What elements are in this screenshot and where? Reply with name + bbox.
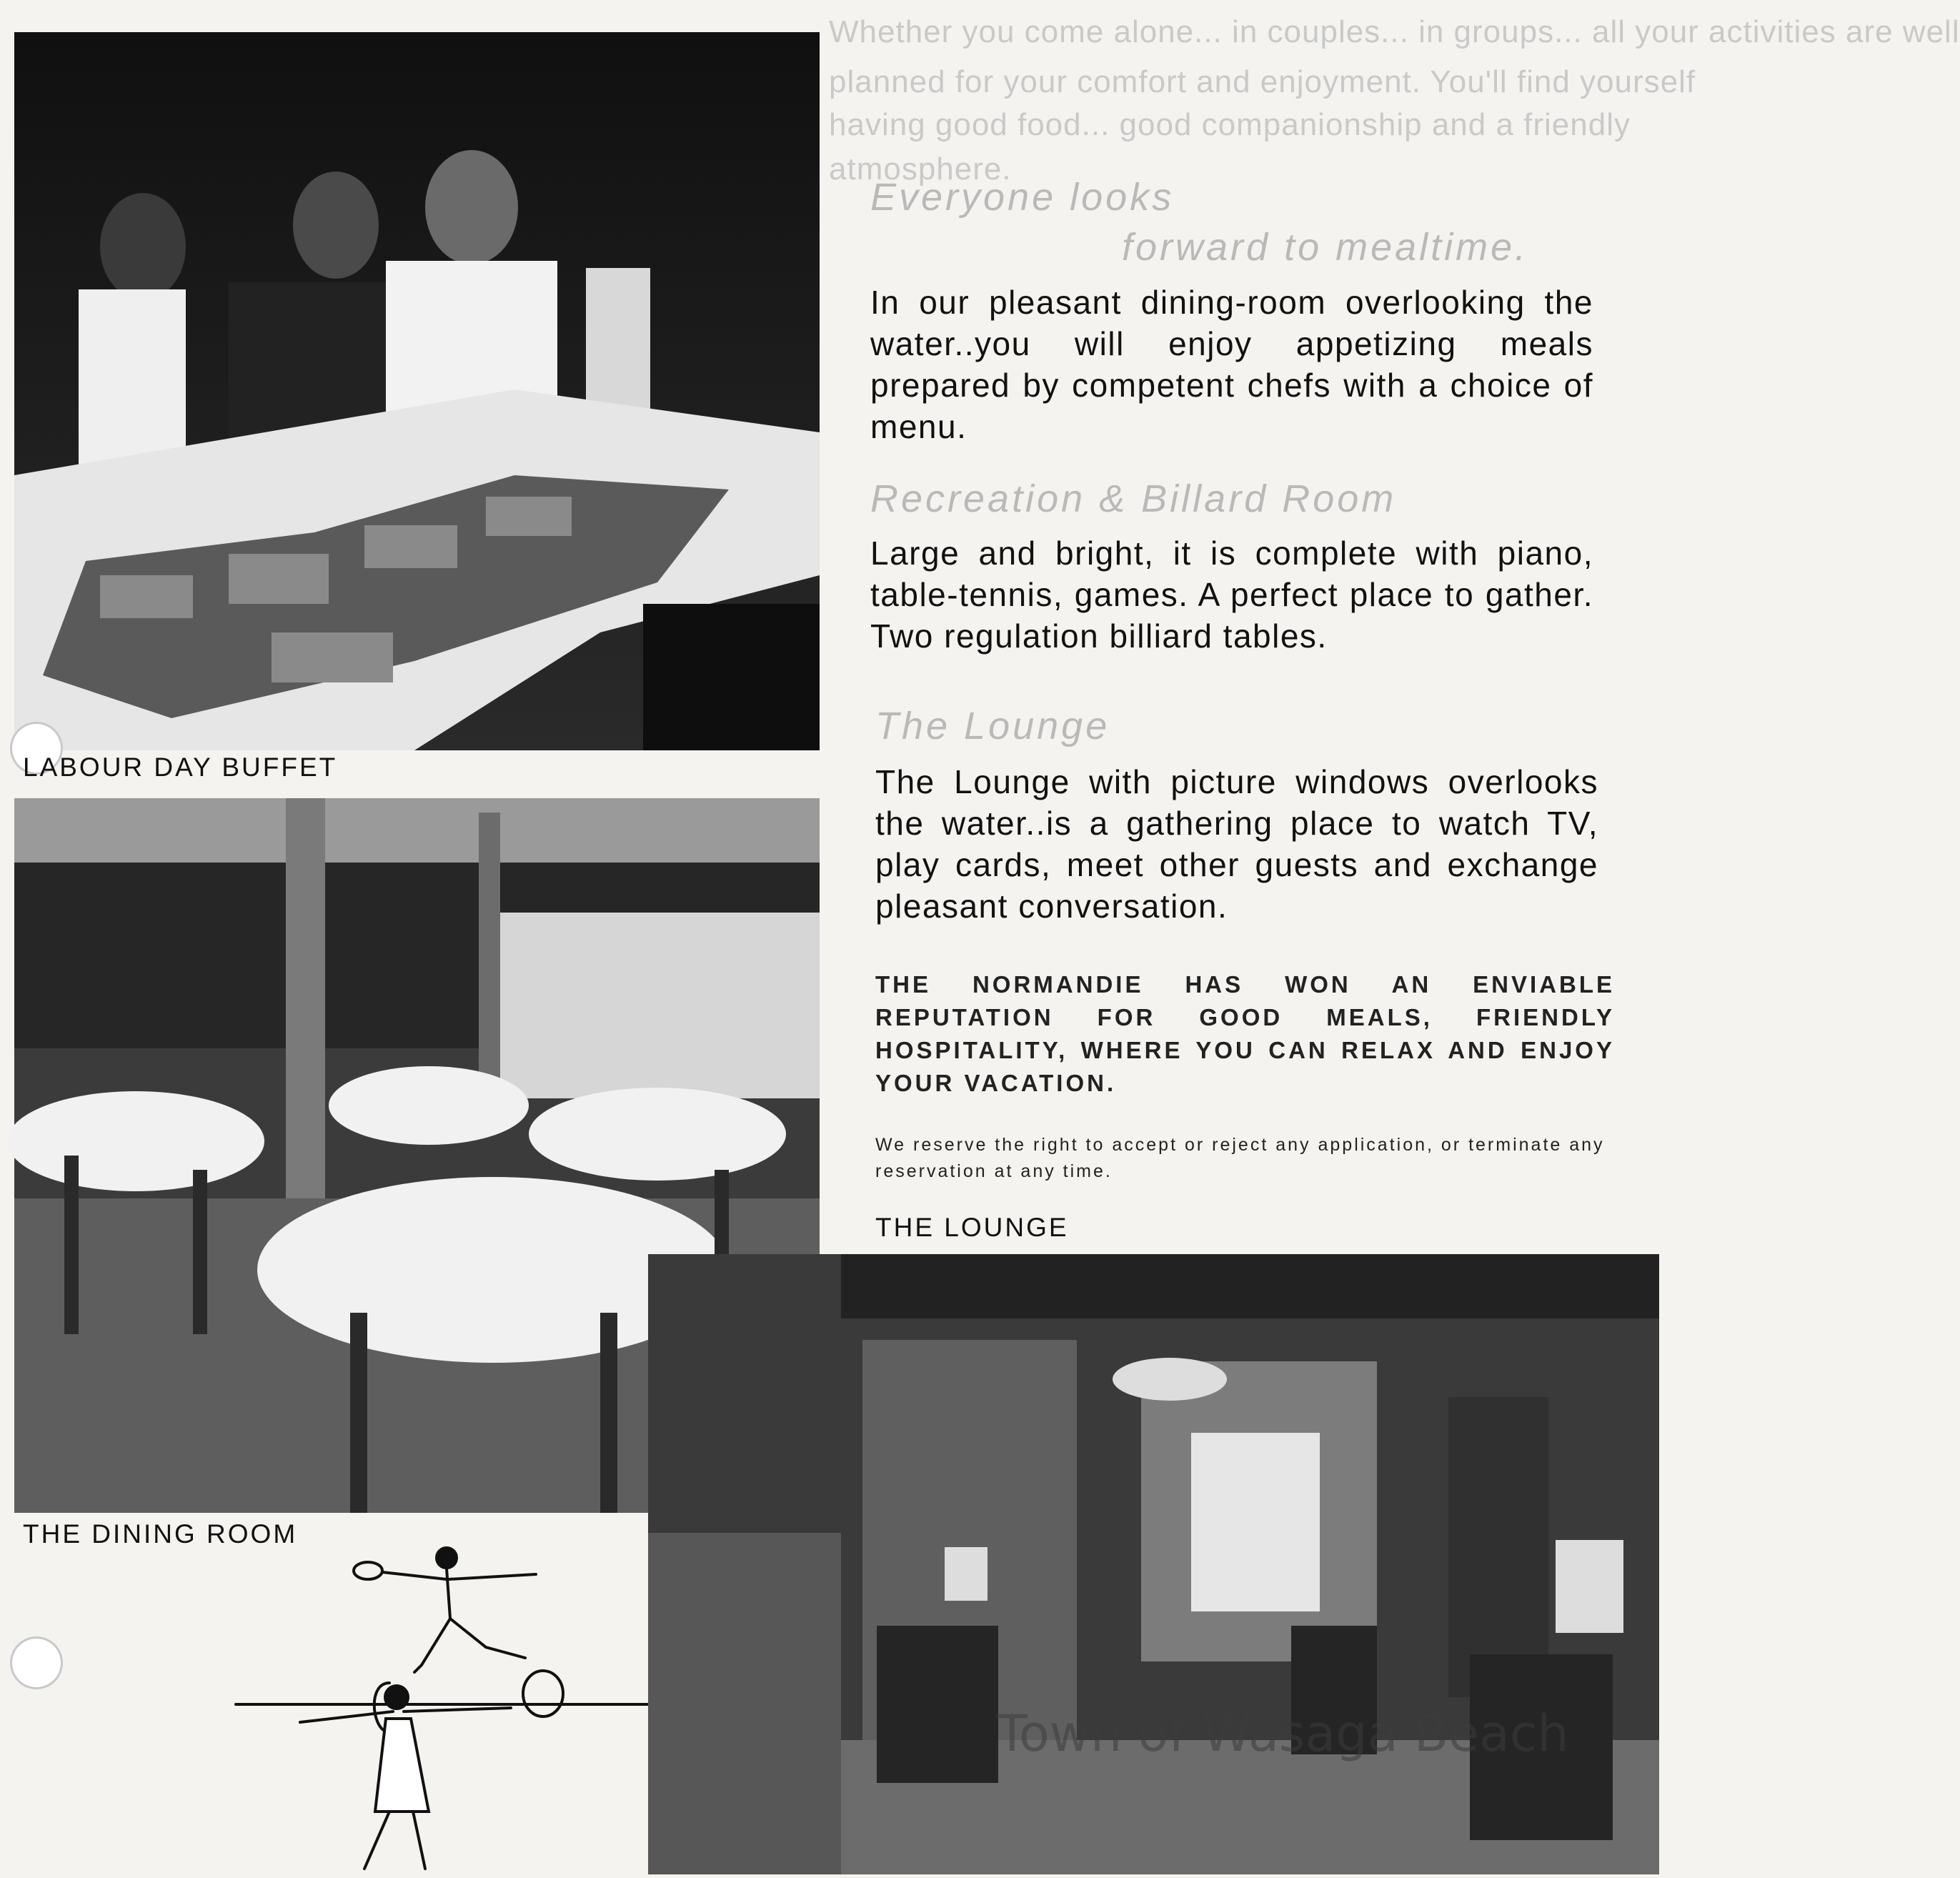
tennis-players-illustration (236, 1540, 665, 1874)
recreation-heading: Recreation & Billard Room (870, 477, 1397, 520)
lounge-caption: THE LOUNGE (875, 1213, 1069, 1242)
mealtime-heading-line-2: forward to mealtime. (1122, 226, 1529, 269)
buffet-photo (14, 32, 820, 750)
lounge-photo (648, 1254, 1659, 1874)
mealtime-heading-line-1: Everyone looks (870, 176, 1175, 219)
binder-hole-bottom (10, 1636, 63, 1689)
faded-intro-line-4: atmosphere. (829, 151, 1012, 187)
reputation-text: THE NORMANDIE HAS WON AN ENVIABLE REPUTATION FOR GOOD MEALS, FRIENDLY HOSPITALITY, WHERE YOU CAN RELAX AND ENJOY YOUR VACATION. (875, 971, 1615, 1096)
disclaimer-text: We reserve the right to accept or reject any application, or terminate any reservation at any time. (875, 1135, 1605, 1181)
watermark: Town of Wasaga Beach (997, 1704, 1569, 1763)
lounge-heading: The Lounge (875, 705, 1110, 747)
lounge-body: The Lounge with picture windows overlooks the water..is a gathering place to watch TV, play cards, meet other guests and exchange pleasant conversation. (875, 763, 1598, 925)
recreation-body: Large and bright, it is complete with piano, table-tennis, games. A perfect place to gather. Two regulation billiard tables. (870, 535, 1593, 655)
mealtime-body: In our pleasant dining-room overlooking the water..you will enjoy appetizing meals prepared by competent chefs with a choice of menu. (870, 284, 1593, 445)
faded-intro-line-1: Whether you come alone... in couples... in groups... all your activities are well (829, 14, 1960, 49)
faded-intro-line-3: having good food... good companionship and a friendly (829, 107, 1631, 142)
dining-room-caption: THE DINING ROOM (23, 1519, 298, 1549)
buffet-caption: LABOUR DAY BUFFET (23, 752, 338, 782)
faded-intro-line-2: planned for your comfort and enjoyment. You'll find yourself (829, 64, 1696, 99)
